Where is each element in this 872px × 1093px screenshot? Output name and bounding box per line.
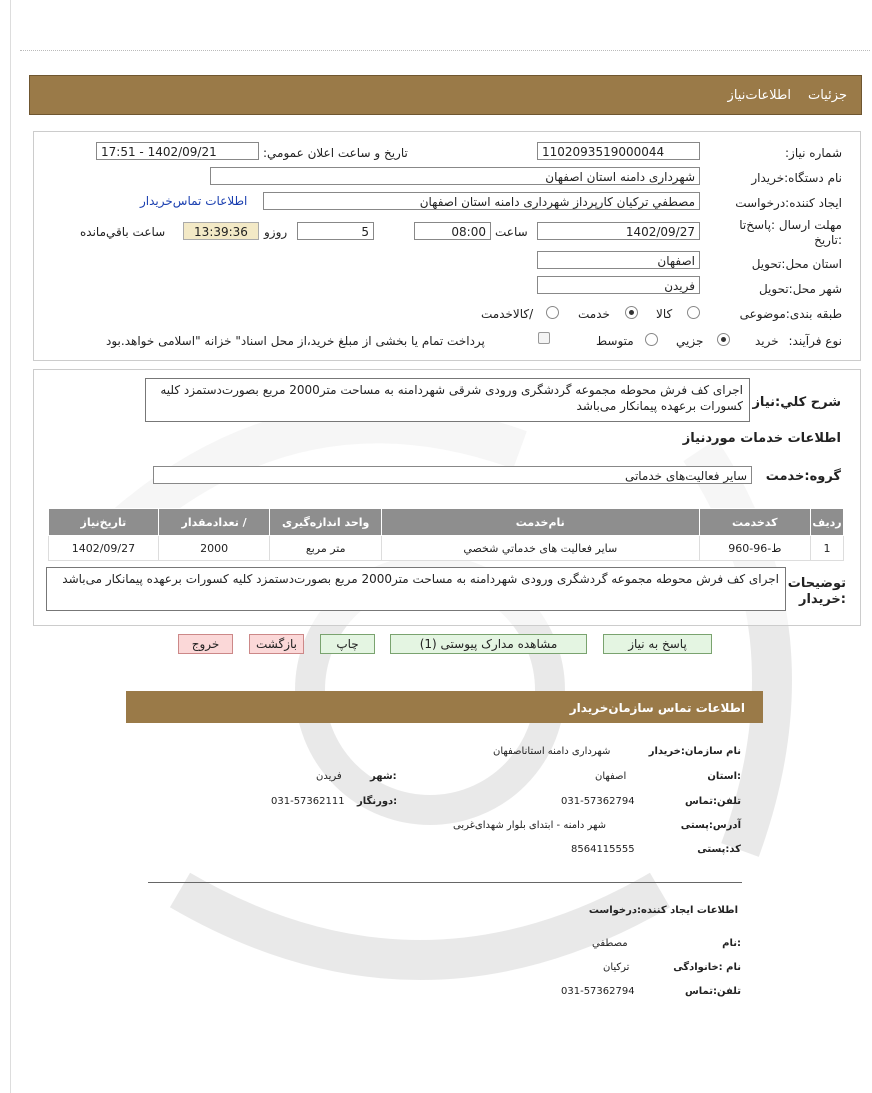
- top-divider: [20, 50, 870, 51]
- view-attachments-button[interactable]: مشاهده مدارک پیوستی (1): [390, 634, 587, 654]
- treasury-payment-checkbox[interactable]: [538, 332, 550, 344]
- print-button[interactable]: چاپ: [320, 634, 375, 654]
- creator-name-value: مصطفي: [592, 938, 628, 949]
- cell-row-number: 1: [811, 536, 844, 561]
- reply-button[interactable]: پاسخ به نیاز: [603, 634, 712, 654]
- treasury-payment-label: پرداخت تمام یا بخشی از مبلغ خرید،از محل اسناد" خزانه "اسلامی خواهد.بود: [106, 334, 485, 348]
- city-field: فریدن: [537, 276, 700, 294]
- category-goods-label: کالا: [656, 307, 673, 321]
- section-separator: [148, 882, 742, 883]
- cell-quantity: 2000: [158, 536, 270, 561]
- contact-fax-label: :دورنگار: [357, 796, 398, 807]
- services-section-title: اطلاعات خدمات موردنیاز: [682, 431, 841, 446]
- time-label: ساعت: [495, 225, 528, 239]
- services-table: [48, 508, 844, 561]
- deadline-date-field: 1402/09/27: [537, 222, 700, 240]
- details-header-bar: [29, 75, 862, 115]
- buyer-notes-label-2: :خریدار: [799, 592, 846, 607]
- col-header-date: تاریخ‌نیاز: [49, 509, 159, 536]
- process-partial-label: جزيي: [676, 334, 704, 348]
- contact-city-label: :شهر: [370, 771, 397, 782]
- creator-name-label: :نام: [722, 938, 741, 949]
- contact-phone-value: 031-57362794: [561, 796, 635, 807]
- category-goods-service-label: /کالاخدمت: [481, 307, 534, 321]
- city-label: شهر محل:تحویل: [758, 282, 842, 296]
- category-goods-radio[interactable]: [687, 306, 700, 319]
- contact-postal-label: کد:پستی: [697, 844, 741, 855]
- contact-province-value: اصفهان: [595, 771, 627, 782]
- creator-phone-value: 031-57362794: [561, 986, 635, 997]
- contact-fax-value: 031-57362111: [271, 796, 345, 807]
- buyer-contact-title: اطلاعات تماس سازمان‌خریدار: [569, 701, 745, 715]
- general-desc-label: شرح کلي:نیاز: [752, 395, 841, 410]
- col-header-row: ردیف: [811, 509, 844, 536]
- province-label: استان محل:تحویل: [751, 257, 842, 271]
- tab-details[interactable]: جزئیات: [808, 88, 847, 103]
- creator-label: ایجاد کننده:درخواست: [735, 196, 842, 210]
- buyer-contact-link[interactable]: اطلاعات تماس‌خریدار: [140, 194, 248, 208]
- days-field: 5: [297, 222, 374, 240]
- cell-unit: متر مربع: [270, 536, 382, 561]
- process-buy-label: خرید: [755, 334, 779, 348]
- buyer-org-label: نام دستگاه:خریدار: [751, 171, 842, 185]
- cell-service-name: سایر فعالیت های خدماتي شخصي: [381, 536, 699, 561]
- creator-info-title: اطلاعات ایجاد کننده:درخواست: [588, 905, 738, 916]
- need-number-field: 1102093519000044: [537, 142, 700, 160]
- general-desc-field: اجرای کف فرش محوطه مجموعه گردشگری ورودی شرقی شهردامنه به مساحت متر2000 مربع بصورت‌دستمزد کلیه کسورات بر‌عهده پیمانکار می‌باشد: [145, 378, 750, 422]
- deadline-time-field: 08:00: [414, 222, 491, 240]
- creator-family-label: نام :خانوادگی: [673, 962, 741, 973]
- tab-need-info[interactable]: اطلاعات‌نیاز: [727, 88, 791, 103]
- col-header-quantity: / تعدادمقدار: [158, 509, 270, 536]
- process-partial-radio[interactable]: [717, 333, 730, 346]
- col-header-unit: واحد اندازه‌گیری: [270, 509, 382, 536]
- creator-field: مصطفي ترکيان کارپرداز شهرداری دامنه استان اصفهان: [263, 192, 700, 210]
- contact-city-value: فریدن: [316, 771, 342, 782]
- process-medium-label: متوسط: [596, 334, 634, 348]
- contact-org-label: نام سازمان:خریدار: [648, 746, 741, 757]
- need-number-label: شماره نیاز:: [785, 146, 842, 160]
- exit-button[interactable]: خروج: [178, 634, 233, 654]
- remaining-time-field: 13:39:36: [183, 222, 259, 240]
- creator-family-value: ترکيان: [603, 962, 630, 973]
- contact-org-value: شهرداری دامنه استاناصفهان: [493, 746, 611, 757]
- category-service-radio[interactable]: [625, 306, 638, 319]
- process-medium-radio[interactable]: [645, 333, 658, 346]
- back-button[interactable]: بازگشت: [249, 634, 304, 654]
- process-label: نوع فرآیند:: [788, 334, 842, 348]
- service-group-label: گروه:خدمت: [765, 469, 841, 484]
- cell-need-date: 1402/09/27: [49, 536, 159, 561]
- days-label: روزو: [264, 225, 288, 239]
- col-header-name: نام‌خدمت: [381, 509, 699, 536]
- deadline-label-2: :تاریخ: [814, 233, 842, 247]
- remaining-label: ساعت باقي‌مانده: [80, 225, 166, 239]
- buyer-contact-header: [126, 691, 763, 723]
- table-row: [49, 536, 844, 561]
- category-service-label: خدمت: [578, 307, 610, 321]
- contact-province-label: :استان: [707, 771, 741, 782]
- cell-service-code: ط-96-960: [699, 536, 810, 561]
- announce-label: تاریخ و ساعت اعلان عمومي:: [263, 146, 408, 160]
- contact-address-value: شهر دامنه - ابتدای بلوار شهدای‌غربی: [453, 820, 606, 831]
- col-header-code: کدخدمت: [699, 509, 810, 536]
- service-group-field: سایر فعالیت‌های خدماتی: [153, 466, 752, 484]
- contact-address-label: آدرس:پستی: [680, 820, 741, 831]
- deadline-label-1: مهلت ارسال :پاسخ‌تا: [739, 218, 842, 232]
- need-info-panel: [33, 131, 861, 361]
- contact-postal-value: 8564115555: [571, 844, 635, 855]
- announce-field: 1402/09/21 - 17:51: [96, 142, 259, 160]
- province-field: اصفهان: [537, 251, 700, 269]
- buyer-notes-field: اجرای کف فرش محوطه مجموعه گردشگری ورودی شهردامنه به مساحت متر2000 مربع بصورت‌دستمزد کلیه کسورات بر‌عهده پیمانکار می‌باشد: [46, 567, 786, 611]
- buyer-notes-label-1: توضیحات: [787, 576, 846, 591]
- contact-phone-label: تلفن:تماس: [684, 796, 741, 807]
- left-border-line: [10, 0, 11, 1093]
- category-label: طبقه بندی:موضوعی: [739, 307, 842, 321]
- category-goods-service-radio[interactable]: [546, 306, 559, 319]
- buyer-org-field: شهرداری دامنه استان اصفهان: [210, 167, 700, 185]
- creator-phone-label: تلفن:تماس: [684, 986, 741, 997]
